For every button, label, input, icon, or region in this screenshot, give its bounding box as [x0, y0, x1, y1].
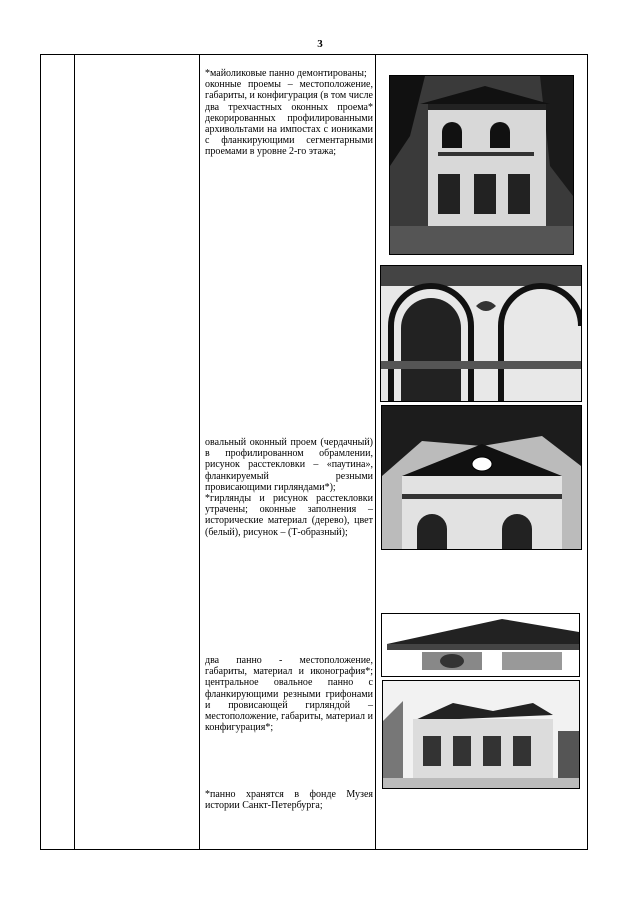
text-block-oval-window [205, 437, 373, 538]
column-divider [74, 55, 75, 849]
cornice-photo-icon [381, 613, 580, 677]
paragraph: *майоликовые панно демонтированы; [205, 68, 367, 79]
text-block-panels [205, 655, 373, 733]
page-number: 3 [317, 38, 323, 50]
column-divider [199, 55, 200, 849]
paragraph: овальный оконный проем (чердачный) в профилированном обрамлении, рисунок расстекловки – «паутина», фланкируемый резными провисающими гирляндами*); [205, 437, 373, 493]
building-photo-icon [382, 680, 580, 789]
facade-photo-icon [389, 75, 574, 255]
gable-photo-icon [381, 405, 582, 550]
text-block-windows [205, 68, 373, 158]
paragraph: два панно - местоположение, габариты, материал и иконография*; центральное овальное панно с фланкирующими резными грифонами и провисающей гирляндой – местоположение, габариты, материал и конфигурация*; [205, 655, 373, 734]
paragraph: *панно хранятся в фонде Музея истории Санкт-Петербурга; [205, 789, 373, 812]
column-divider [375, 55, 376, 849]
window-arch-photo-icon [380, 265, 582, 402]
paragraph: оконные проемы – местоположение, габариты, и конфигурация (в том числе два трехчастных оконных проема* декорированных профилированными архивольтами на импостах с иониками с фланкирующими сегментарными проемами в уровне 2-го этажа; [205, 79, 373, 158]
paragraph: *гирлянды и рисунок расстекловки утрачены; оконные заполнения – исторические материал (дерево), цвет (белый), рисунок – (Т-образный); [205, 493, 373, 538]
text-block-museum-note [205, 789, 373, 811]
